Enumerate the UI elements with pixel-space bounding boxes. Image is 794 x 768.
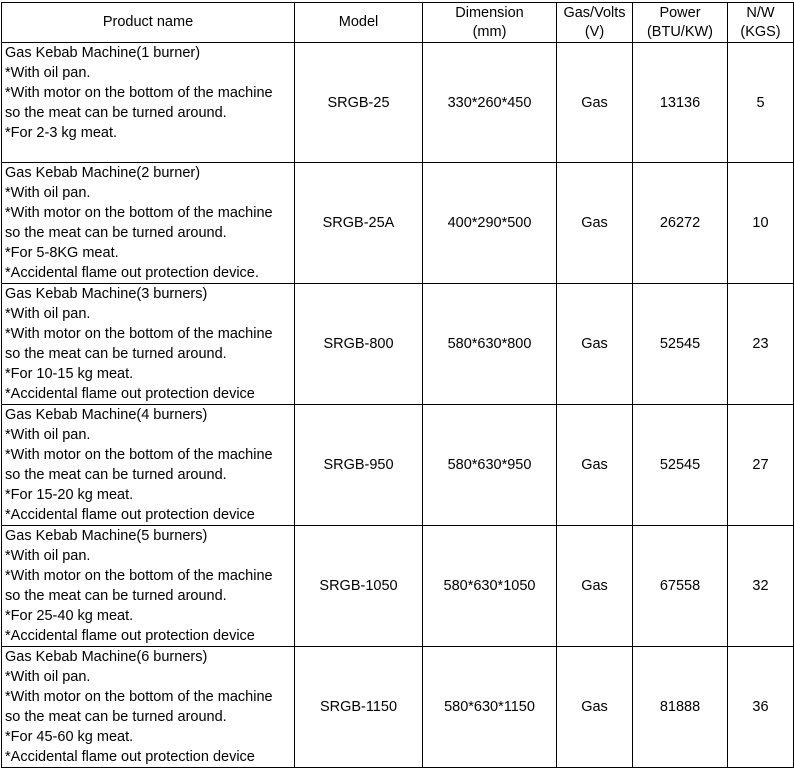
description-line: Gas Kebab Machine(4 burners) [5,407,208,423]
header-row [2,3,794,43]
power-cell: 52545 [633,284,728,405]
description-line: *For 15-20 kg meat. [5,487,134,503]
header-net-weight: N/W (KGS) [728,3,794,43]
model-cell: SRGB-1150 [295,647,423,768]
product-description [2,163,295,284]
description-line: *With motor on the bottom of the machine [5,326,273,342]
table-row [2,163,794,284]
model-cell: SRGB-1050 [295,526,423,647]
table-row [2,405,794,526]
power-cell: 81888 [633,647,728,768]
description-line: so the meat can be turned around. [5,346,227,362]
dimension-cell: 580*630*1050 [423,526,557,647]
description-line: *With motor on the bottom of the machine [5,568,273,584]
description-line: so the meat can be turned around. [5,588,227,604]
description-line: so the meat can be turned around. [5,225,227,241]
power-cell: 52545 [633,405,728,526]
description-line: so the meat can be turned around. [5,709,227,725]
power-cell: 13136 [633,43,728,163]
header-dimension: Dimension (mm) [423,3,557,43]
description-line: Gas Kebab Machine(6 burners) [5,649,208,665]
header-product-name: Product name [2,3,295,43]
description-line: so the meat can be turned around. [5,467,227,483]
model-cell: SRGB-25A [295,163,423,284]
power-cell: 26272 [633,163,728,284]
description-line: so the meat can be turned around. [5,105,227,121]
description-line: *Accidental flame out protection device [5,628,255,644]
description-line: *For 25-40 kg meat. [5,608,134,624]
weight-cell: 36 [728,647,794,768]
model-cell: SRGB-800 [295,284,423,405]
product-description [2,405,295,526]
description-line: Gas Kebab Machine(2 burner) [5,165,201,181]
description-line: Gas Kebab Machine(5 burners) [5,528,208,544]
table-row [2,647,794,768]
description-line: *Accidental flame out protection device. [5,265,259,281]
description-line: *With oil pan. [5,427,91,443]
description-line: *Accidental flame out protection device [5,749,255,765]
gas-cell: Gas [557,405,633,526]
gas-cell: Gas [557,647,633,768]
header-power: Power (BTU/KW) [633,3,728,43]
weight-cell: 10 [728,163,794,284]
dimension-cell: 330*260*450 [423,43,557,163]
table-row [2,284,794,405]
product-description [2,43,295,163]
model-cell: SRGB-25 [295,43,423,163]
model-cell: SRGB-950 [295,405,423,526]
dimension-cell: 400*290*500 [423,163,557,284]
description-line: *With oil pan. [5,65,91,81]
weight-cell: 27 [728,405,794,526]
table-row [2,43,794,163]
product-description [2,284,295,405]
description-line: *With motor on the bottom of the machine [5,85,273,101]
description-line: *For 2-3 kg meat. [5,125,118,141]
description-line: *Accidental flame out protection device [5,386,255,402]
table-row [2,526,794,647]
power-cell: 67558 [633,526,728,647]
gas-cell: Gas [557,43,633,163]
dimension-cell: 580*630*800 [423,284,557,405]
weight-cell: 23 [728,284,794,405]
gas-cell: Gas [557,284,633,405]
weight-cell: 32 [728,526,794,647]
description-line: Gas Kebab Machine(1 burner) [5,45,201,61]
dimension-cell: 580*630*950 [423,405,557,526]
weight-cell: 5 [728,43,794,163]
description-line: Gas Kebab Machine(3 burners) [5,286,208,302]
gas-cell: Gas [557,526,633,647]
header-model: Model [295,3,423,43]
description-line: *With oil pan. [5,185,91,201]
description-line: *For 10-15 kg meat. [5,366,134,382]
description-line: *With motor on the bottom of the machine [5,689,273,705]
description-line: *With oil pan. [5,548,91,564]
product-description [2,526,295,647]
description-line: *With motor on the bottom of the machine [5,447,273,463]
description-line: *With motor on the bottom of the machine [5,205,273,221]
description-line: *With oil pan. [5,306,91,322]
gas-cell: Gas [557,163,633,284]
description-line: *For 45-60 kg meat. [5,729,134,745]
product-description [2,647,295,768]
header-gas-volts: Gas/Volts (V) [557,3,633,43]
dimension-cell: 580*630*1150 [423,647,557,768]
product-spec-table [1,2,794,768]
description-line: *With oil pan. [5,669,91,685]
description-line: *Accidental flame out protection device [5,507,255,523]
description-line: *For 5-8KG meat. [5,245,119,261]
